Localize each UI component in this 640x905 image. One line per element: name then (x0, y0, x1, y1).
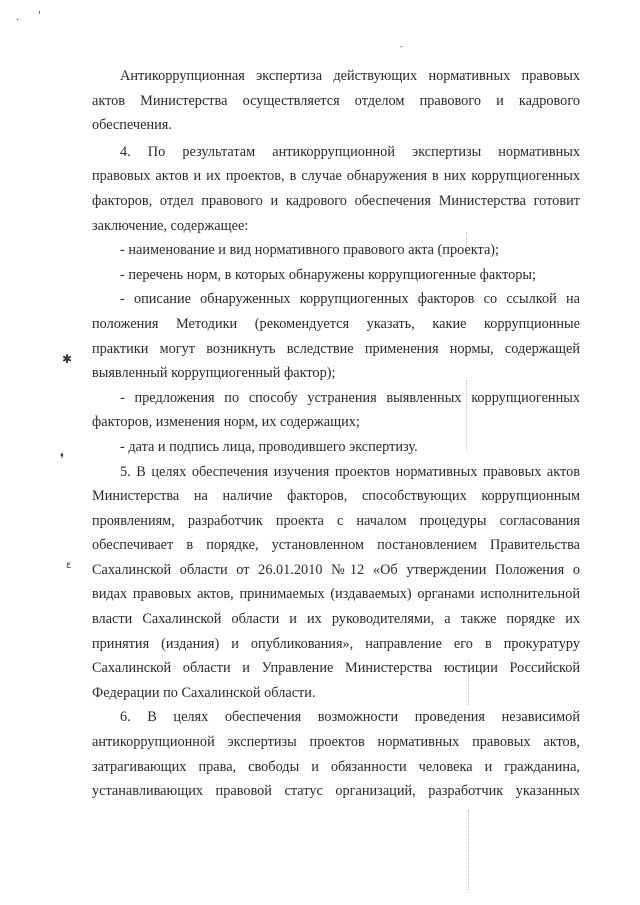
paragraph-line: обеспечивает в порядке, установленном постановлением Правительства (92, 537, 580, 554)
paragraph-line: антикоррупционной экспертизы проектов нормативных правовых актов, (92, 734, 580, 751)
paragraph-line: Министерства на наличие факторов, способствующих коррупционным (92, 488, 580, 505)
scan-fold-line (468, 810, 469, 890)
scan-speck: - (400, 42, 403, 51)
paragraph-line: актов Министерства осуществляется отделом правового и кадрового (92, 92, 580, 109)
scan-speck: ' (38, 10, 41, 21)
paragraph-line: 6. В целях обеспечения возможности проведения независимой (120, 709, 580, 726)
list-item-line: положения Методики (рекомендуется указать, какие коррупционные (92, 315, 580, 332)
paragraph-line: правовых актов и их проектов, в случае обнаружения в них коррупциогенных (92, 168, 580, 185)
paragraph-line: обеспечения. (92, 117, 172, 134)
list-item: - дата и подпись лица, проводившего экспертизу. (120, 438, 418, 455)
list-item-line: выявленный коррупциогенный фактор); (92, 365, 336, 382)
paragraph-line: Антикоррупционная экспертиза действующих нормативных правовых (120, 68, 580, 84)
punch-hole-mark: ✱ (62, 352, 73, 366)
document-body (92, 64, 580, 804)
paragraph-line: заключение, содержащее: (92, 217, 249, 234)
paragraph-line: затрагивающих права, свободы и обязанности человека и гражданина, (92, 758, 580, 775)
paragraph-line: Сахалинской области и Управление Министерства юстиции Российской (92, 660, 580, 677)
paragraph-line: видах правовых актов, принимаемых (издаваемых) органами исполнительной (92, 586, 580, 603)
list-item: - перечень норм, в которых обнаружены коррупциогенные факторы; (120, 266, 536, 283)
paragraph-line: власти Сахалинской области и их руководителями, а также порядке их (92, 611, 580, 628)
list-item-line: факторов, изменения норм, их содержащих; (92, 414, 360, 431)
scan-speck: . (16, 12, 20, 23)
punch-hole-mark: ❜ (60, 452, 65, 467)
paragraph-line: принятия (издания) и опубликования», направление его в прокуратуру (92, 635, 580, 652)
list-item: - описание обнаруженных коррупциогенных факторов со ссылкой на (120, 291, 580, 308)
punch-hole-mark: ɛ (66, 560, 72, 571)
list-item: - предложения по способу устранения выявленных коррупциогенных (120, 389, 580, 406)
paragraph-line: факторов, отдел правового и кадрового обеспечения Министерства готовит (92, 192, 580, 209)
paragraph-line: проявлениям, разработчик проекта с началом процедуры согласования (92, 512, 580, 529)
paragraph-line: устанавливающих правовой статус организаций, разработчик указанных (92, 783, 580, 800)
paragraph-line: 5. В целях обеспечения изучения проектов нормативных правовых актов (120, 463, 580, 480)
list-item: - наименование и вид нормативного правового акта (проекта); (120, 242, 500, 259)
paragraph-line: Сахалинской области от 26.01.2010 №12 «Об утверждении Положения о (92, 561, 580, 578)
paragraph-line: 4. По результатам антикоррупционной экспертизы нормативных (120, 143, 580, 160)
paragraph-line: Федерации по Сахалинской области. (92, 684, 316, 701)
list-item-line: практики могут возникнуть вследствие применения нормы, содержащей (92, 340, 580, 357)
